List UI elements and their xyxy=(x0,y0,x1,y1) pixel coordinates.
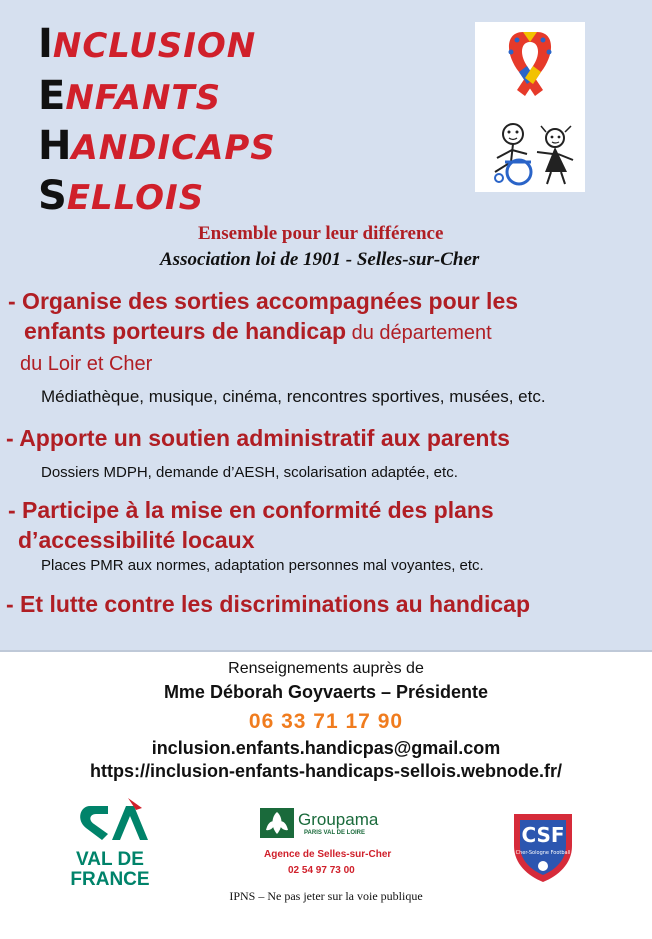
item-1-line-2 xyxy=(24,318,492,345)
csf-logo xyxy=(510,808,576,884)
item-1-details: Médiathèque, musique, cinéma, rencontres sportives, musées, etc. xyxy=(41,387,546,406)
csf-shield-icon xyxy=(510,808,576,884)
acronym-letter: I xyxy=(38,21,53,67)
item-3-details: Places PMR aux normes, adaptation personnes mal voyantes, etc. xyxy=(41,557,484,574)
acronym-row-4 xyxy=(38,173,205,219)
email-link[interactable]: inclusion.enfants.handicpas@gmail.com xyxy=(151,738,501,758)
section-divider xyxy=(0,650,652,652)
acronym-letter: S xyxy=(38,173,67,219)
acronym-row-2 xyxy=(38,73,222,119)
website-link[interactable]: https://inclusion-enfants-handicaps-sellois.webnode.fr/ xyxy=(89,761,563,781)
groupama-logo xyxy=(258,806,393,881)
ipns-footer: IPNS – Ne pas jeter sur la voie publique xyxy=(229,889,423,903)
groupama-name: Groupama xyxy=(298,810,379,829)
acronym-letter: H xyxy=(38,123,72,169)
item-1-line-2-bold: enfants porteurs de handicap xyxy=(24,318,347,344)
association-status: Association loi de 1901 - Selles-sur-Cher xyxy=(160,249,480,270)
phone-number[interactable]: 06 33 71 17 90 xyxy=(248,710,404,733)
item-1-line-3: du Loir et Cher xyxy=(20,353,153,375)
awareness-ribbon-icon xyxy=(475,22,585,192)
ca-line-2: FRANCE xyxy=(70,869,150,890)
item-3-line-2: d’accessibilité locaux xyxy=(18,527,255,553)
ca-line-1: VAL DE xyxy=(76,849,144,870)
groupama-region: PARIS VAL DE LOIRE xyxy=(304,830,366,836)
acronym-row-3 xyxy=(38,123,276,169)
item-3-line-1: - Participe à la mise en conformité des plans xyxy=(8,497,494,523)
contact-label: Renseignements auprès de xyxy=(228,660,424,677)
acronym-word: NCLUSION xyxy=(52,26,257,66)
acronym-word: NFANTS xyxy=(65,78,222,118)
item-1-line-2-normal: du département xyxy=(346,322,492,344)
csf-subtitle: Cher-Sologne Football xyxy=(515,850,571,856)
association-logo xyxy=(475,22,585,192)
item-4-line-1: - Et lutte contre les discriminations au handicap xyxy=(6,591,530,617)
acronym-row-1 xyxy=(38,21,257,67)
tagline: Ensemble pour leur différence xyxy=(198,223,444,244)
acronym-word: ELLOIS xyxy=(66,178,205,218)
credit-agricole-logo xyxy=(60,798,160,890)
president-name: Mme Déborah Goyvaerts – Présidente xyxy=(163,682,489,702)
item-2-details: Dossiers MDPH, demande d’AESH, scolarisation adaptée, etc. xyxy=(41,464,458,481)
acronym-word: ANDICAPS xyxy=(71,128,276,168)
item-2-line-1: - Apporte un soutien administratif aux parents xyxy=(6,425,510,451)
acronym-letter: E xyxy=(38,73,66,119)
csf-letters: CSF xyxy=(521,823,565,847)
credit-agricole-icon xyxy=(60,798,160,848)
item-1-line-1: - Organise des sorties accompagnées pour les xyxy=(8,288,519,314)
groupama-phone: 02 54 97 73 00 xyxy=(288,865,355,876)
groupama-agence: Agence de Selles-sur-Cher xyxy=(264,849,392,860)
groupama-leaf-icon xyxy=(260,808,294,838)
